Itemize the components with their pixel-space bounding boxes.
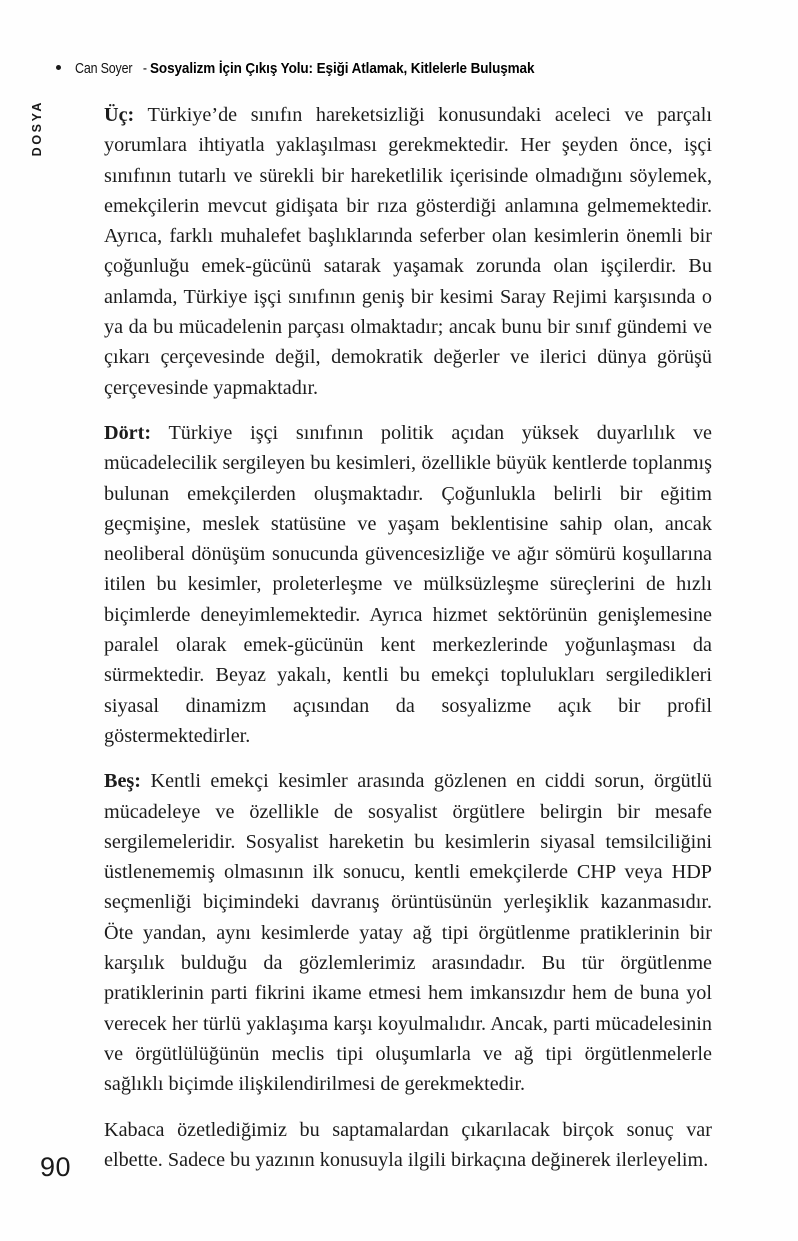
bullet-icon	[56, 65, 61, 70]
paragraph	[104, 766, 712, 1099]
header-separator: -	[142, 61, 147, 77]
paragraph	[104, 100, 712, 403]
header-article-title: Sosyalizm İçin Çıkış Yolu: Eşiği Atlamak, Kitlelerle Buluşmak	[149, 60, 534, 77]
paragraph-text: Kentli emekçi kesimler arasında gözlenen en ciddi sorun, örgütlü mücadeleye ve özellikle de sosyalist örgütlere belirgin bir mesafe sergilemeleridir. Sosyalist hareketin bu kesimlerin siyasal temsilciliğini üstlenememiş olmasının ilk sonucu, kentli emekçilerde CHP veya HDP seçmenliği biçimindeki davranış örüntüsünün yerleşiklik kazanmasıdır. Öte yandan, aynı kesimlerde yatay ağ tipi örgütlenme pratiklerinin bir karşılık bulduğu da gözlemlerimiz arasındadır. Bu tür örgütlenme pratiklerinin parti fikrini ikame etmesi hem imkansızdır hem de buna yol verecek her türlü yaklaşıma karşı koyulmalıdır. Ancak, parti mücadelesinin ve örgütlülüğünün meclis tipi oluşumlarla ve ağ tipi örgütlenmelerle sağlıklı biçimde ilişkilendirilmesi de gerekmektedir.	[104, 770, 712, 1096]
paragraph-text: Kabaca özetlediğimiz bu saptamalardan çıkarılacak birçok sonuç var elbette. Sadece bu yazının konusuyla ilgili birkaçına değinerek ilerleyelim.	[104, 1118, 712, 1171]
section-tag-dosya: DOSYA	[30, 100, 44, 157]
paragraph	[104, 418, 712, 751]
body-text-column	[104, 100, 712, 1175]
paragraph-lead: Beş:	[104, 770, 142, 793]
paragraph-lead: Dört:	[104, 421, 152, 444]
paragraph-text: Türkiye işçi sınıfının politik açıdan yüksek duyarlılık ve mücadelecilik sergileyen bu kesimleri, özellikle büyük kentlerde toplanmış bulunan emekçilerden oluşmaktadır. Çoğunlukla belirli bir eğitim geçmişine, meslek statüsüne ve yaşam beklentisine sahip olan, ancak neoliberal dönüşüm sonucunda güvencesizliğe ve ağır sömürü koşullarına itilen bu kesimler, proleterleşme ve mülksüzleşme süreçlerini de hızlı biçimlerde deneyimlemektedir. Ayrıca hizmet sektörünün genişlemesine paralel olarak emek-gücünün kent merkezlerinde yoğunlaşması da sürmektedir. Beyaz yakalı, kentli bu emekçi toplulukları sergiledikleri siyasal dinamizm açısından da sosyalizme açık bir profil göstermektedirler.	[104, 421, 712, 747]
header-author: Can Soyer	[75, 61, 133, 77]
paragraph-text: Türkiye’de sınıfın hareketsizliği konusundaki aceleci ve parçalı yorumlara ihtiyatla yaklaşılması gerekmektedir. Her şeyden önce, işçi sınıfının tutarlı ve sürekli bir hareketlilik içerisinde olmadığını söylemek, emekçilerin mevcut gidişata bir rıza gösterdiği anlamına gelmemektedir. Ayrıca, farklı muhalefet başlıklarında seferber olan kesimlerin önemli bir çoğunluğu emek-gücünü satarak yaşamak zorunda olan işçilerdir. Bu anlamda, Türkiye işçi sınıfının geniş bir kesimi Saray Rejimi karşısında o ya da bu mücadelenin parçası olmaktadır; ancak bunu bir sınıf gündemi ve çıkarı çerçevesinde değil, demokratik değerler ve ilerici dünya görüşü çerçevesinde yapmaktadır.	[104, 104, 712, 399]
paragraph	[104, 1115, 712, 1176]
running-header	[56, 60, 577, 77]
paragraph-lead: Üç:	[104, 104, 135, 126]
page-number: 90	[40, 1152, 72, 1182]
